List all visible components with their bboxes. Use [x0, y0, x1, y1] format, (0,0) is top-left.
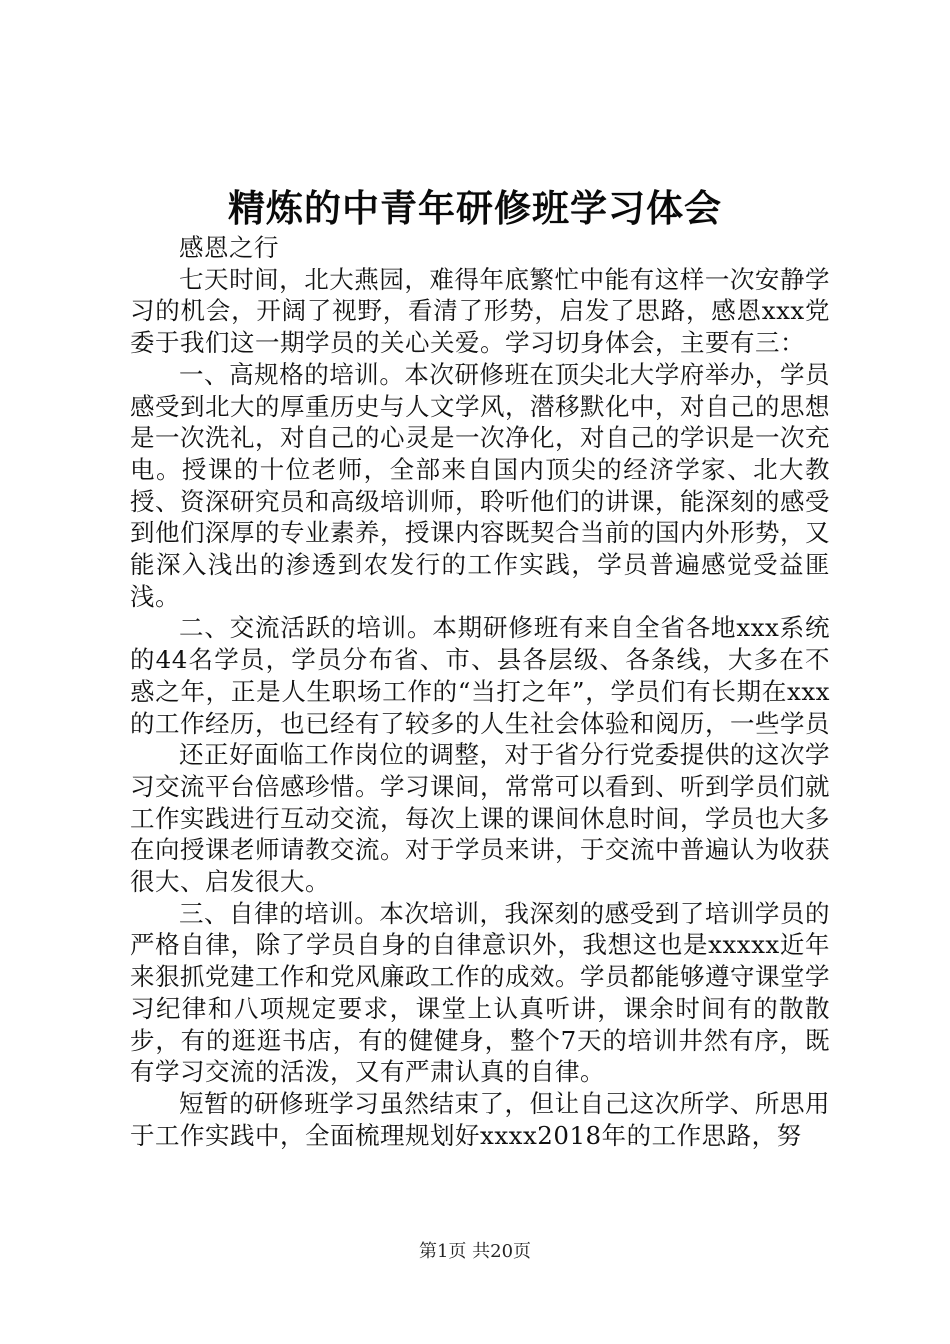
- paragraph-point-two-continued: 还正好面临工作岗位的调整，对于省分行党委提供的这次学习交流平台倍感珍惜。学习课间，常常可以看到、听到学员们就工作实践进行互动交流，每次上课的课间休息时间，学员也大多在向授课老师请教交流。对于学员来讲，于交流中普遍认为收获很大、启发很大。: [130, 740, 830, 897]
- paragraph-point-one: 一、高规格的培训。本次研修班在顶尖北大学府举办，学员感受到北大的厚重历史与人文学风，潜移默化中，对自己的思想是一次洗礼，对自己的心灵是一次净化，对自己的学识是一次充电。授课的十位老师，全部来自国内顶尖的经济学家、北大教授、资深研究员和高级培训师，聆听他们的讲课，能深刻的感受到他们深厚的专业素养，授课内容既契合当前的国内外形势，又能深入浅出的渗透到农发行的工作实践，学员普遍感觉受益匪浅。: [130, 359, 830, 611]
- page-number-footer: 第1页 共20页: [418, 1241, 532, 1262]
- paragraph-intro: 七天时间，北大燕园，难得年底繁忙中能有这样一次安静学习的机会，开阔了视野，看清了形势，启发了思路，感恩xxx党委于我们这一期学员的关心关爱。学习切身体会，主要有三：: [130, 264, 830, 358]
- document-body: [130, 232, 830, 1151]
- paragraph-point-three: 三、自律的培训。本次培训，我深刻的感受到了培训学员的严格自律，除了学员自身的自律意识外，我想这也是xxxxx近年来狠抓党建工作和党风廉政工作的成效。学员都能够遵守课堂学习纪律和八项规定要求，课堂上认真听讲，课余时间有的散散步，有的逛逛书店，有的健健身，整个7天的培训井然有序，既有学习交流的活泼，又有严肃认真的自律。: [130, 898, 830, 1087]
- paragraph-heading: 感恩之行: [179, 233, 279, 262]
- paragraph-point-two: 二、交流活跃的培训。本期研修班有来自全省各地xxx系统的44名学员，学员分布省、市、县各层级、各条线，大多在不惑之年，正是人生职场工作的“当打之年”，学员们有长期在xxx的工作经历，也已经有了较多的人生社会体验和阅历，一些学员: [130, 613, 830, 738]
- paragraph-conclusion: 短暂的研修班学习虽然结束了，但让自己这次所学、所思用于工作实践中，全面梳理规划好xxxx2018年的工作思路，努: [130, 1088, 830, 1150]
- document-title: 精炼的中青年研修班学习体会: [228, 186, 722, 230]
